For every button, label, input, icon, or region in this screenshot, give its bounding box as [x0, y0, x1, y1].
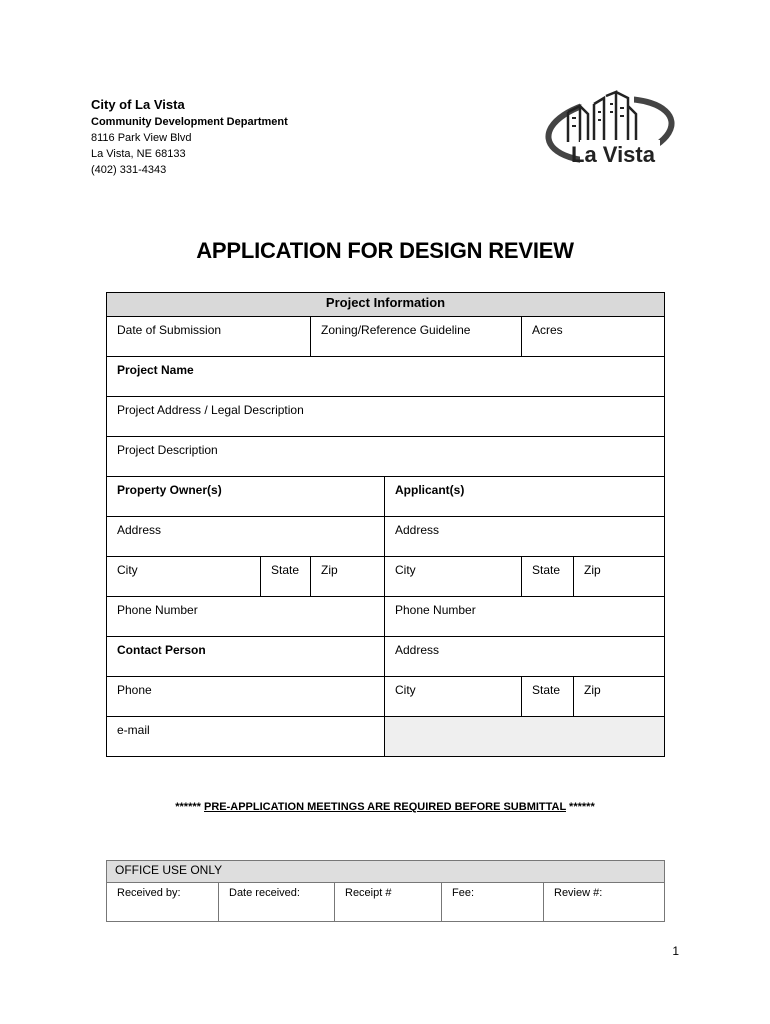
owner-field[interactable] [107, 477, 385, 517]
project-address-label: Project Address / Legal Description [117, 403, 304, 417]
street-address: 8116 Park View Blvd [91, 132, 192, 144]
contact-person-label: Contact Person [117, 643, 206, 657]
date-of-submission-field[interactable] [107, 317, 311, 357]
owner-label: Property Owner(s) [117, 483, 222, 497]
contact-phone-field[interactable] [107, 677, 385, 717]
owner-address-label: Address [117, 523, 162, 537]
receipt-label: Receipt # [345, 887, 392, 899]
applicant-zip-field[interactable] [574, 557, 665, 597]
contact-address-label: Address [395, 643, 440, 657]
contact-zip-label: Zip [584, 683, 601, 697]
fee-field[interactable] [442, 883, 544, 922]
contact-phone-label: Phone [117, 683, 152, 697]
review-label: Review #: [554, 887, 603, 899]
contact-zip-field[interactable] [574, 677, 665, 717]
owner-city-label: City [117, 563, 138, 577]
letterhead [91, 96, 288, 178]
date-received-label: Date received: [229, 887, 300, 899]
zoning-label: Zoning/Reference Guideline [321, 323, 471, 337]
applicant-state-field[interactable] [522, 557, 574, 597]
office-use-table [106, 860, 665, 922]
notice-suffix: ****** [566, 801, 595, 813]
notice-prefix: ****** [175, 801, 204, 813]
contact-state-label: State [532, 683, 561, 697]
project-name-label: Project Name [117, 363, 194, 377]
owner-state-label: State [271, 563, 300, 577]
applicant-phone-field[interactable] [385, 597, 665, 637]
section-title: Project Information [107, 293, 665, 317]
phone-number: (402) 331-4343 [91, 164, 167, 176]
applicant-address-label: Address [395, 523, 440, 537]
project-description-label: Project Description [117, 443, 218, 457]
applicant-zip-label: Zip [584, 563, 601, 577]
received-by-label: Received by: [117, 887, 181, 899]
city-state-zip: La Vista, NE 68133 [91, 148, 186, 160]
applicant-state-label: State [532, 563, 561, 577]
received-by-field[interactable] [107, 883, 219, 922]
svg-text:La Vista: La Vista [571, 142, 655, 167]
project-name-field[interactable] [107, 357, 665, 397]
notice-text: PRE-APPLICATION MEETINGS ARE REQUIRED BEFORE SUBMITTAL [204, 801, 566, 813]
zoning-field[interactable] [311, 317, 522, 357]
applicant-field[interactable] [385, 477, 665, 517]
applicant-city-label: City [395, 563, 416, 577]
contact-email-label: e-mail [117, 723, 150, 737]
applicant-address-field[interactable] [385, 517, 665, 557]
applicant-city-field[interactable] [385, 557, 522, 597]
owner-address-field[interactable] [107, 517, 385, 557]
project-information-table [106, 292, 665, 757]
acres-label: Acres [532, 323, 563, 337]
contact-state-field[interactable] [522, 677, 574, 717]
owner-phone-label: Phone Number [117, 603, 198, 617]
contact-city-label: City [395, 683, 416, 697]
office-use-title: OFFICE USE ONLY [107, 861, 665, 883]
review-field[interactable] [544, 883, 665, 922]
contact-person-field[interactable] [107, 637, 385, 677]
applicant-label: Applicant(s) [395, 483, 465, 497]
owner-city-field[interactable] [107, 557, 261, 597]
page-title: APPLICATION FOR DESIGN REVIEW [196, 238, 574, 263]
contact-email-field[interactable] [107, 717, 385, 757]
applicant-phone-label: Phone Number [395, 603, 476, 617]
project-description-field[interactable] [107, 437, 665, 477]
contact-city-field[interactable] [385, 677, 522, 717]
department-name: Community Development Department [91, 116, 288, 128]
acres-field[interactable] [522, 317, 665, 357]
receipt-field[interactable] [335, 883, 442, 922]
pre-application-notice [0, 801, 770, 813]
date-of-submission-label: Date of Submission [117, 323, 222, 337]
contact-address-field[interactable] [385, 637, 665, 677]
fee-label: Fee: [452, 887, 475, 899]
project-address-field[interactable] [107, 397, 665, 437]
owner-zip-label: Zip [321, 563, 338, 577]
owner-zip-field[interactable] [311, 557, 385, 597]
la-vista-logo [540, 84, 675, 176]
page-number: 1 [672, 944, 679, 958]
blank-gray-cell [385, 717, 665, 757]
date-received-field[interactable] [219, 883, 335, 922]
owner-phone-field[interactable] [107, 597, 385, 637]
owner-state-field[interactable] [261, 557, 311, 597]
city-name: City of La Vista [91, 97, 185, 112]
